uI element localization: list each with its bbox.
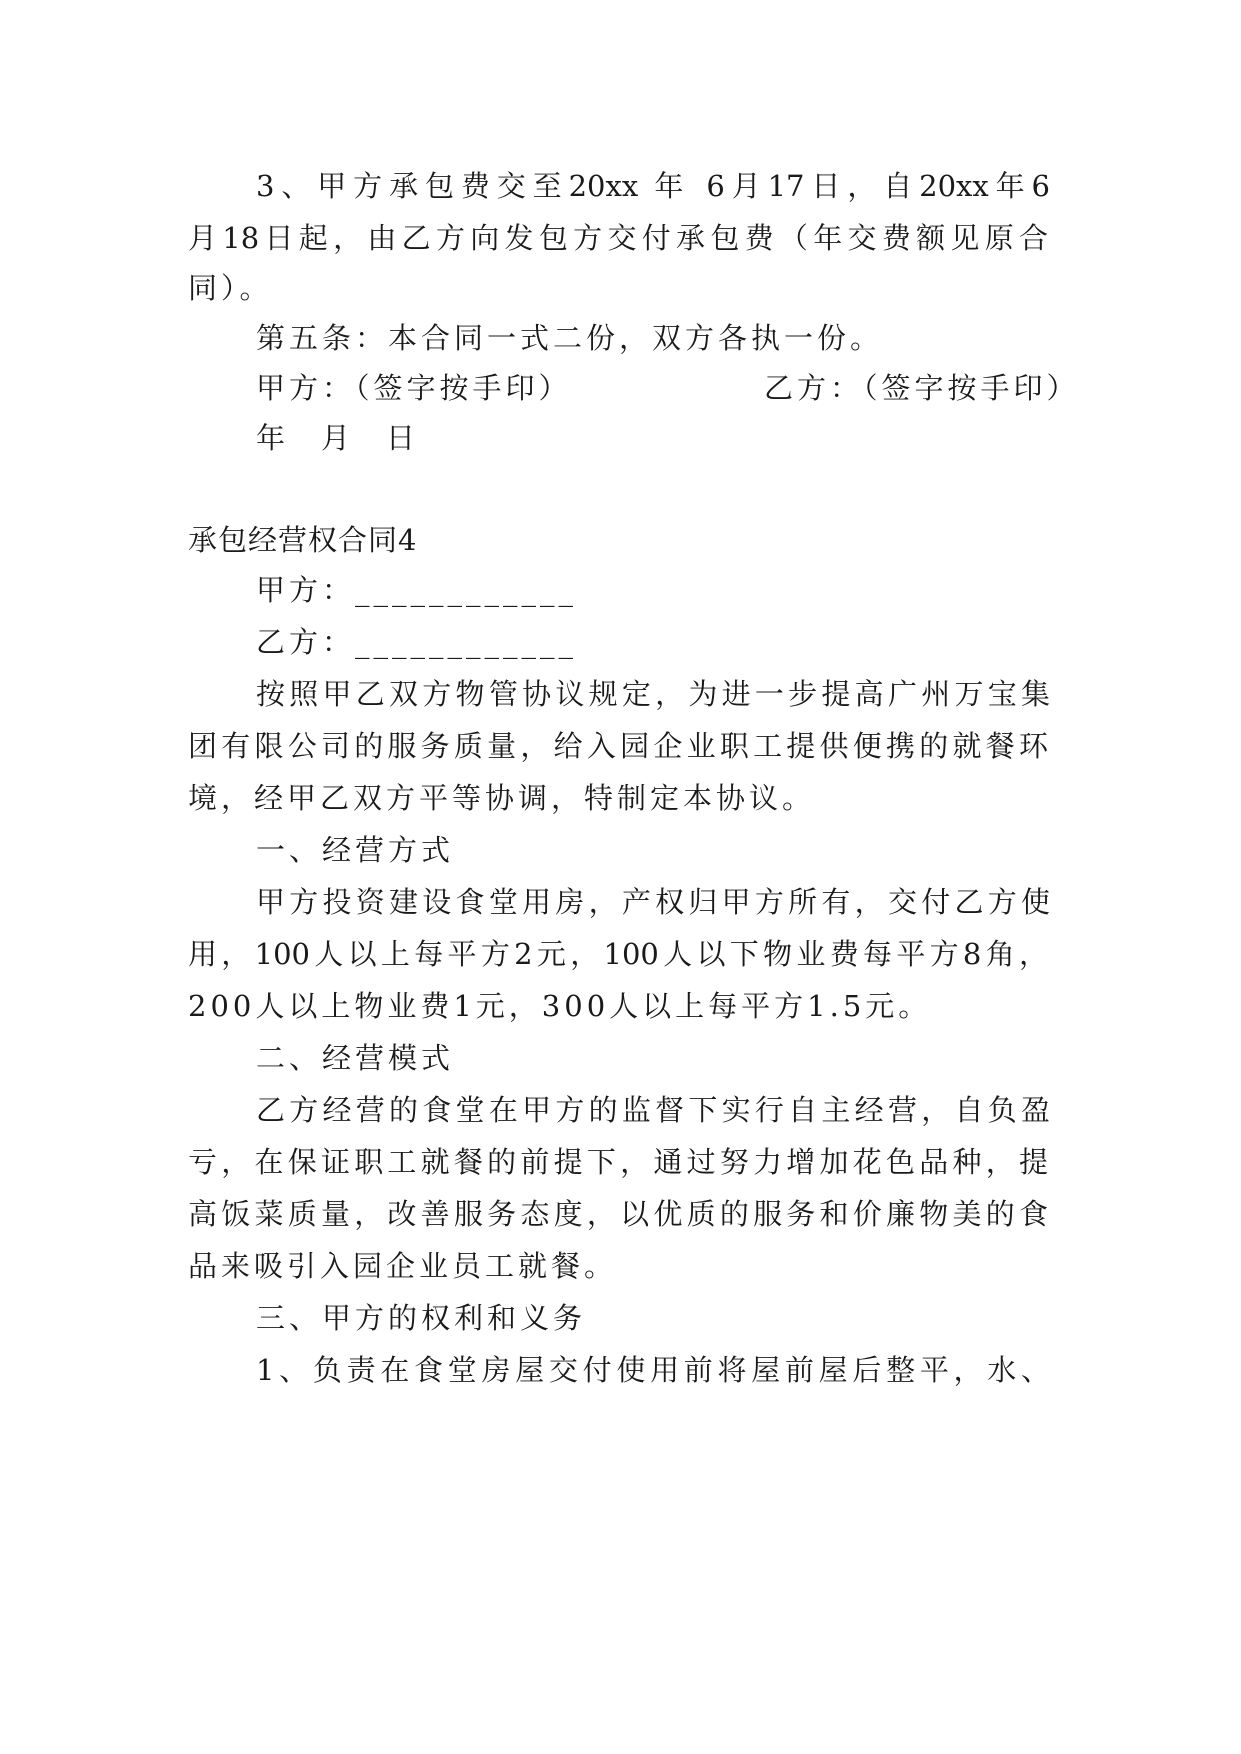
paragraph-line: 甲方投资建设食堂用房，产权归甲方所有，交付乙方使 (256, 885, 1050, 919)
paragraph-line: 用，100人以上每平方2元，100人以下物业费每平方8角， (188, 937, 1048, 971)
paragraph-line: 乙方经营的食堂在甲方的监督下实行自主经营，自负盈 (256, 1093, 1050, 1127)
paragraph-line: 200人以上物业费1元，300人以上每平方1.5元。 (188, 989, 932, 1023)
section-heading: 二、经营模式 (256, 1041, 455, 1075)
party-b-signature: 乙方：（签字按手印） (764, 371, 1080, 405)
party-b-field: 乙方：____________ (256, 625, 578, 659)
signature-date (256, 418, 451, 458)
section-heading: 一、经营方式 (256, 833, 455, 867)
paragraph-line: 3、甲方承包费交至20xx 年 6月17日，自20xx年6 (256, 169, 1050, 203)
paragraph-line: 按照甲乙双方物管协议规定，为进一步提高广州万宝集 (256, 677, 1050, 711)
paragraph-line: 同）。 (188, 271, 273, 305)
date-month: 月 (321, 421, 355, 455)
paragraph-line: 1、负责在食堂房屋交付使用前将屋前屋后整平，水、 (256, 1353, 1050, 1387)
paragraph-line: 品来吸引入园企业员工就餐。 (188, 1249, 618, 1283)
paragraph-line: 亏，在保证职工就餐的前提下，通过努力增加花色品种，提 (188, 1145, 1048, 1179)
contract-title: 承包经营权合同4 (188, 523, 418, 557)
party-a-field: 甲方：____________ (256, 573, 578, 607)
paragraph-line: 团有限公司的服务质量，给入园企业职工提供便携的就餐环 (188, 729, 1048, 763)
clause-five: 第五条：本合同一式二份，双方各执一份。 (256, 321, 884, 355)
date-year: 年 (256, 421, 290, 455)
paragraph-line: 境，经甲乙双方平等协调，特制定本协议。 (188, 781, 816, 815)
paragraph-line: 高饭菜质量，改善服务态度，以优质的服务和价廉物美的食 (188, 1197, 1048, 1231)
date-day: 日 (386, 421, 420, 455)
paragraph-line: 月18日起，由乙方向发包方交付承包费（年交费额见原合 (188, 221, 1048, 255)
party-a-signature: 甲方：（签字按手印） (256, 371, 572, 405)
section-heading: 三、甲方的权利和义务 (256, 1301, 587, 1335)
